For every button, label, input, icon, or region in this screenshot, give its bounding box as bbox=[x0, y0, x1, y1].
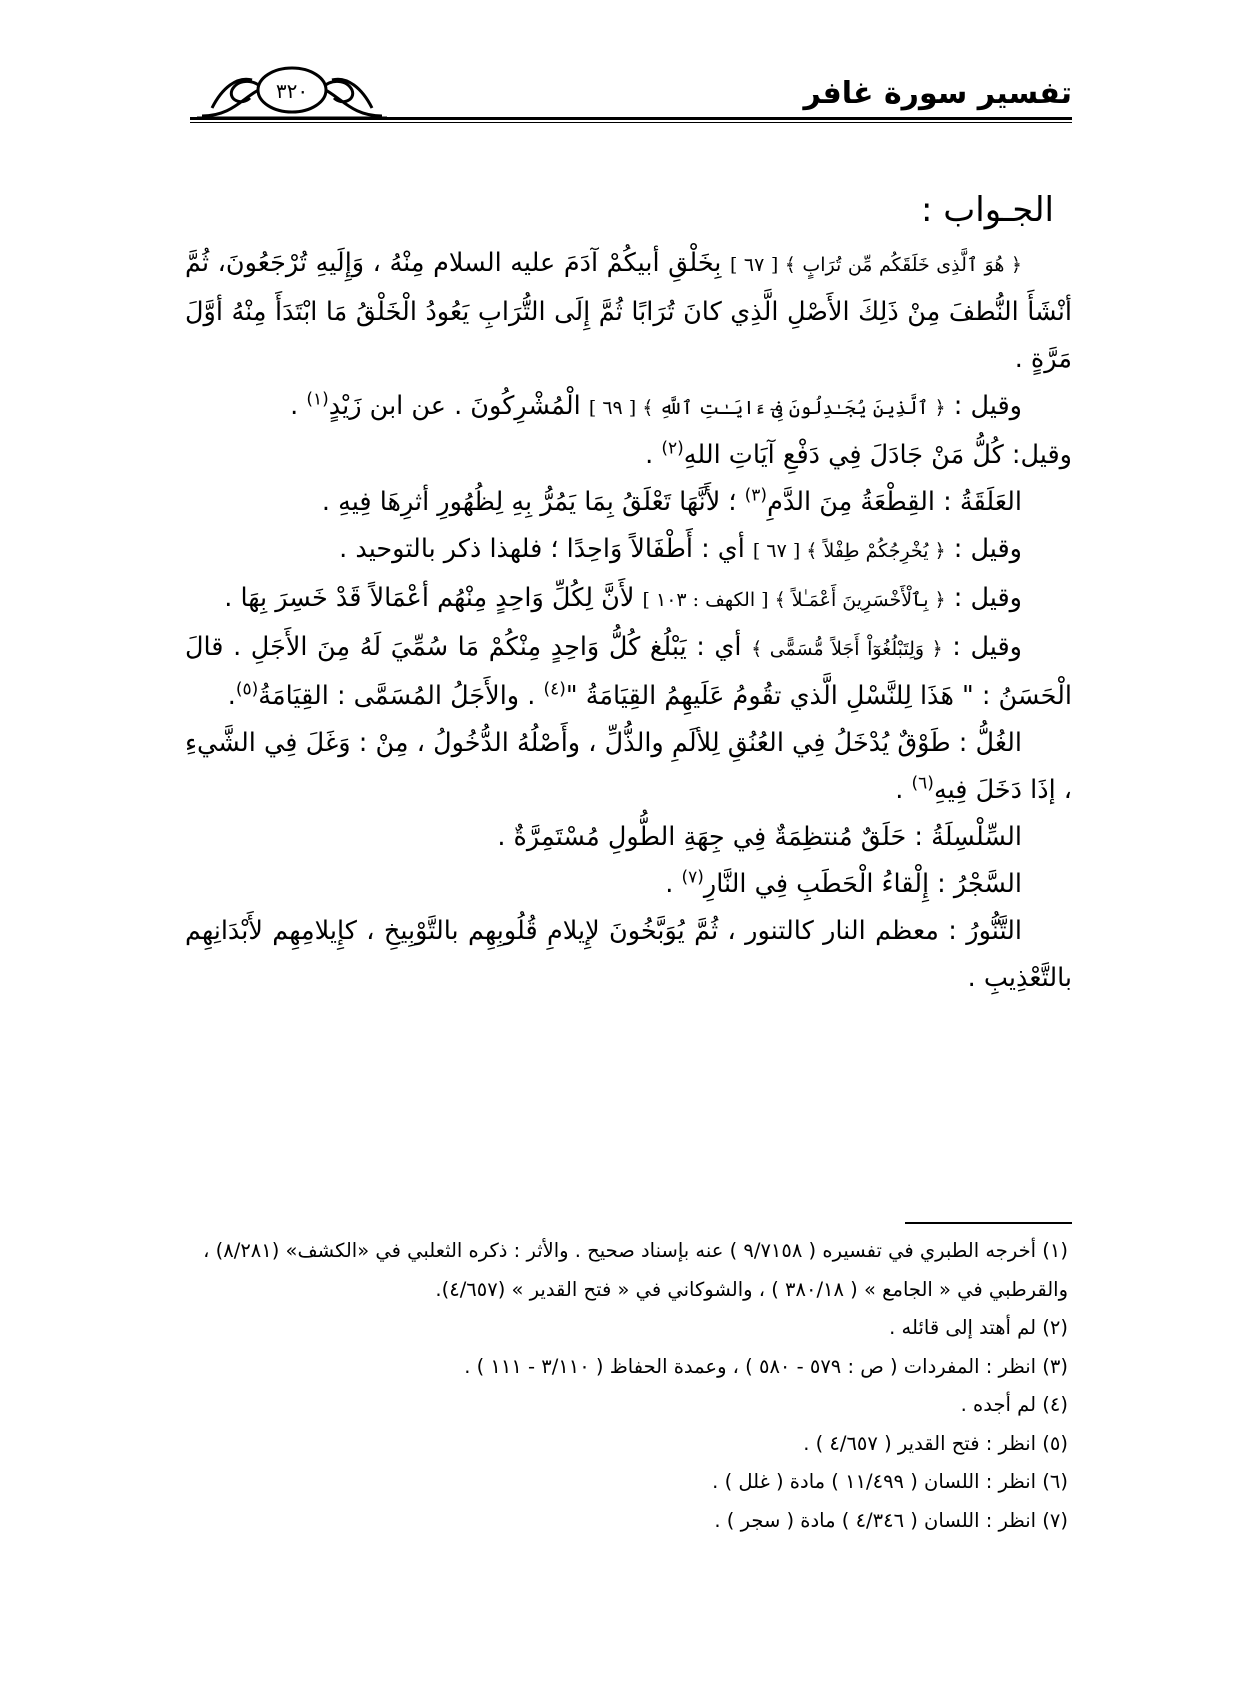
paragraph-text: الغُلُّ : طَوْقٌ يُدْخَلُ فِي العُنُقِ لِلألَمِ والذُّلِّ ، وأَصْلُهُ الدُّخُولُ ، مِنْ : وَغَلَ فِي الشَّيءِ ، إذَا دَخَلَ فِيهِ bbox=[185, 728, 1072, 805]
footnote-text: لم أهتد إلى قائله . bbox=[889, 1316, 1043, 1339]
footnote-text: أخرجه الطبري في تفسيره ( ٩/٧١٥٨ ) عنه بإسناد صحيح . والأثر : ذكره الثعلبي في «الكشف» (٨/٢٨١) ، والقرطبي في « الجامع » ( ٣٨٠/١٨ ) ، والشوكاني في « فتح القدير » (٤/٦٥٧). bbox=[203, 1239, 1068, 1301]
running-header-title: تفسير سورة غافر bbox=[803, 76, 1072, 111]
footnote-number: (٢) bbox=[1042, 1316, 1068, 1339]
footnote-number: (٣) bbox=[1042, 1354, 1068, 1378]
footnote bbox=[185, 1502, 1072, 1541]
footnote-number: (١) bbox=[1042, 1239, 1068, 1262]
ornament-left-flourish bbox=[202, 81, 262, 116]
footnote-ref[interactable]: (٣) bbox=[744, 485, 768, 506]
page-number: ٣٢٠ bbox=[275, 79, 309, 103]
paragraph-text: . bbox=[895, 775, 912, 805]
footnote bbox=[185, 1463, 1072, 1502]
section-heading: الجـواب : bbox=[921, 190, 1054, 230]
paragraph-text: . والأَجَلُ المُسَمَّى : القِيَامَةُ bbox=[258, 681, 544, 711]
paragraph-text: وقيل : bbox=[942, 632, 1022, 662]
paragraph-text: الْمُشْرِكُونَ . عن ابن زَيْدٍ bbox=[328, 391, 589, 421]
ornament-right-flourish bbox=[322, 81, 382, 116]
header-rule-thin bbox=[190, 122, 1072, 123]
paragraph bbox=[185, 814, 1072, 861]
footnote-number: (٧) bbox=[1042, 1508, 1068, 1532]
footnote-number: (٤) bbox=[1042, 1393, 1068, 1416]
paragraph bbox=[185, 720, 1072, 814]
footnote-text: انظر : اللسان ( ١١/٤٩٩ ) مادة ( غلل ) . bbox=[712, 1470, 1043, 1493]
main-text bbox=[185, 180, 1072, 1002]
paragraphs bbox=[185, 240, 1072, 1002]
footnotes bbox=[185, 1232, 1072, 1540]
footnote-ref[interactable]: (٧) bbox=[681, 867, 704, 888]
paragraph bbox=[185, 479, 1072, 526]
footnote bbox=[185, 1348, 1072, 1387]
paragraph-text: التَّنُّورُ : معظم النار كالتنور ، ثُمَّ يُوَبَّخُونَ لإِيلامِ قُلُوبِهِم بالتَّوْبِيخِ ، كإِيلامِهِم لأَبْدَانِهِم بالتَّعْذِيبِ . bbox=[185, 916, 1072, 993]
footnote-ref[interactable]: (٥) bbox=[235, 679, 259, 700]
footnote-text: لم أجده . bbox=[960, 1393, 1043, 1416]
paragraph-text: وقيل : bbox=[945, 583, 1022, 613]
paragraph-text: . bbox=[645, 440, 662, 470]
footnote-number: (٦) bbox=[1042, 1470, 1068, 1493]
paragraph-text: السِّلْسِلَةُ : حَلَقٌ مُنتظِمَةٌ فِي جِهَةِ الطُّولِ مُسْتَمِرَّةٌ . bbox=[497, 822, 1022, 852]
page-number-ornament bbox=[192, 58, 392, 122]
footnote bbox=[185, 1309, 1072, 1348]
paragraph bbox=[185, 575, 1072, 624]
paragraph-text: بِخَلْقِ أبيكُمْ آدَمَ عليه السلام مِنْهُ ، وَإِلَيهِ تُرْجَعُونَ، ثُمَّ أنْشَأَ النُّطفَ مِنْ ذَلِكَ الأَصْلِ الَّذِي كانَ تُرَابًا ثُمَّ إِلَى التُّرَابِ يَعُودُ الْخَلْقُ مَا ابْتَدَأَ مِنْهُ أوَّلَ مَرَّةٍ . bbox=[185, 248, 1072, 374]
footnote-separator bbox=[905, 1222, 1072, 1224]
paragraph bbox=[185, 908, 1072, 1002]
paragraph bbox=[185, 526, 1072, 575]
footnote bbox=[185, 1386, 1072, 1425]
paragraph-text: أي : أَطْفَالاً وَاحِدًا ؛ فلهذا ذكر بالتوحيد . bbox=[339, 534, 753, 564]
paragraph-text: . bbox=[227, 681, 236, 711]
footnote-ref[interactable]: (١) bbox=[306, 389, 329, 410]
paragraph-text: . bbox=[290, 391, 307, 421]
footnote-text: انظر : اللسان ( ٤/٣٤٦ ) مادة ( سجر ) . bbox=[714, 1508, 1043, 1532]
footnote-ref[interactable]: (٤) bbox=[543, 679, 566, 700]
quran-quote: ﴿ يُخْرِجُكُمْ طِفْلاً ﴾ [ ٦٧ ] bbox=[752, 540, 946, 562]
quran-quote: ﴿ ٱلَّذِينَ يُجَـٰدِلُونَ فِىٓ ءَايَـٰتِ ٱللَّهِ ﴾ [ ٦٩ ] bbox=[588, 397, 946, 419]
footnote-text: انظر : المفردات ( ص : ٥٧٩ - ٥٨٠ ) ، وعمدة الحفاظ ( ٣/١١٠ - ١١١ ) . bbox=[464, 1354, 1043, 1378]
paragraph bbox=[185, 624, 1072, 720]
header-rule bbox=[190, 117, 1072, 120]
footnote-text: انظر : فتح القدير ( ٤/٦٥٧ ) . bbox=[803, 1431, 1043, 1455]
quran-quote: ﴿ بِٱلْأَخْسَرِينَ أَعْمَـٰلاً ﴾ [ الكهف : ١٠٣ ] bbox=[642, 589, 946, 611]
quran-quote: ﴿ هُوَ ٱلَّذِى خَلَقَكُم مِّن تُرَابٍ ﴾ [ ٦٧ ] bbox=[729, 254, 1022, 276]
paragraph-text: وقيل: كُلُّ مَنْ جَادَلَ فِي دَفْعِ آيَاتِ اللهِ bbox=[683, 440, 1072, 470]
footnote bbox=[185, 1232, 1072, 1309]
footnote-number: (٥) bbox=[1042, 1431, 1068, 1455]
footnote-ref[interactable]: (٢) bbox=[661, 438, 684, 459]
paragraph-text: العَلَقَةُ : القِطْعَةُ مِنَ الدَّمِ bbox=[767, 487, 1022, 517]
paragraph-text: لأَنَّ لِكُلِّ وَاحِدٍ مِنْهُم أعْمَالاً قَدْ خَسِرَ بِهَا . bbox=[224, 583, 643, 613]
paragraph-text: السَّجْرُ : إِلْقاءُ الْحَطَبِ فِي النَّارِ bbox=[703, 869, 1022, 899]
paragraph bbox=[185, 861, 1072, 908]
paragraph-text: . bbox=[665, 869, 682, 899]
footnote bbox=[185, 1425, 1072, 1464]
paragraph bbox=[185, 383, 1072, 479]
paragraph-text: وقيل : bbox=[945, 534, 1022, 564]
paragraph-text: ؛ لأَنَّهَا تَعْلَقُ بِمَا يَمُرُّ بِهِ لِظُهُورِ أثرِهَا فِيهِ . bbox=[321, 487, 745, 517]
paragraph-text: وقيل : bbox=[945, 391, 1022, 421]
paragraph bbox=[185, 240, 1072, 383]
quran-quote: ﴿ وَلِتَبْلُغُوٓاْ أَجَلاً مُّسَمًّى ﴾ bbox=[751, 638, 943, 660]
footnote-ref[interactable]: (٦) bbox=[911, 773, 934, 794]
paragraph-text: أي : يَبْلُغ كُلُّ وَاحِدٍ مِنْكُمْ مَا سُمِّيَ لَهُ مِنَ الأَجَلِ . قالَ الْحَسَنُ : " هَذَا لِلنَّسْلِ الَّذي تقُومُ عَلَيهِمُ القِيَامَةُ " bbox=[185, 632, 1072, 711]
